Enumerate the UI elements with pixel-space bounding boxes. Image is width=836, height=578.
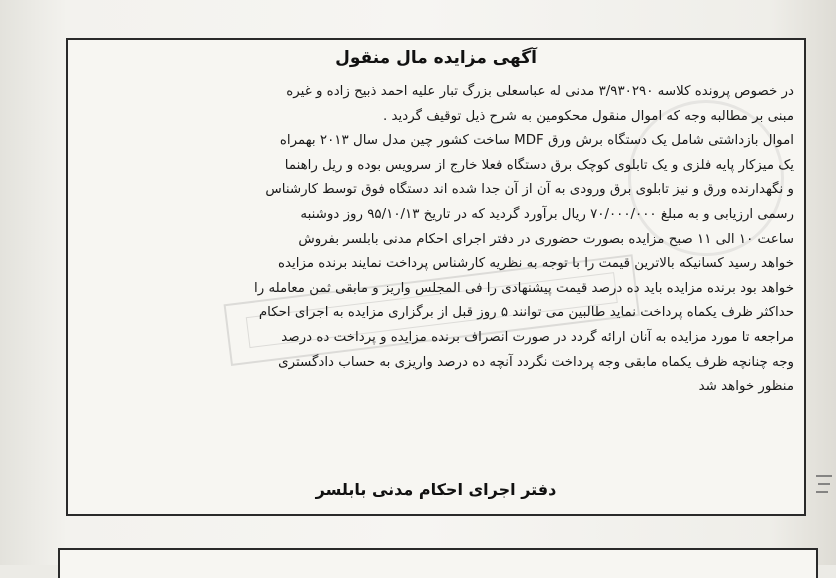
notice-signature: دفتر اجرای احکام مدنی بابلسر: [315, 480, 557, 499]
notice-line: حداکثر ظرف یکماه پرداخت نماید طالبین می توانند ۵ روز قبل از برگزاری مزایده به اجرای احکام: [258, 305, 794, 321]
notice-body: [76, 80, 794, 400]
notice-line: وجه چنانچه ظرف یکماه مابقی وجه پرداخت نگردد آنچه ده درصد واریزی به حساب دادگستری: [278, 354, 794, 370]
notice-line: مبنی بر مطالبه وجه که اموال منقول محکومین به شرح ذیل توقیف گردید .: [383, 108, 794, 124]
notice-line: یک میزکار پایه فلزی و یک تابلوی کوچک برق دستگاه فعلا خارج از سرویس بوده و ریل راهنما: [284, 157, 794, 173]
notice-line: خواهد بود برنده مزایده باید ده درصد قیمت پیشنهادی را فی المجلس واریز و مابقی ثمن معامله را: [254, 280, 794, 296]
notice-line: و نگهدارنده ورق و نیز تابلوی برق ورودی به آن از آن جدا شده اند دستگاه فوق توسط کارشناس: [265, 182, 794, 198]
auction-notice-box: [66, 38, 806, 516]
next-notice-box-edge: [58, 548, 818, 578]
notice-line: در خصوص پرونده کلاسه ۳/۹۳۰۲۹۰ مدنی له عباسعلی بزرگ تبار علیه احمد ذبیح زاده و غیره: [286, 84, 794, 99]
notice-line: رسمی ارزیابی و به مبلغ ۷۰/۰۰۰/۰۰۰ ریال برآورد گردید که در تاریخ ۹۵/۱۰/۱۳ روز دوشنبه: [300, 206, 794, 222]
notice-line: مراجعه تا مورد مزایده به آنان ارائه گردد در صورت انصراف برنده مزایده و پرداخت ده درصد: [281, 329, 794, 345]
page-edge-mark: [812, 470, 836, 510]
notice-line: منظور خواهد شد: [698, 379, 794, 395]
notice-title: آگهی مزایده مال منقول: [335, 48, 537, 68]
notice-line: ساعت ۱۰ الی ۱۱ صبح مزایده بصورت حضوری در دفتر اجرای احکام مدنی بابلسر بفروش: [298, 231, 794, 247]
notice-line: خواهد رسید کسانیکه بالاترین قیمت را با توجه به نظریه کارشناس پرداخت نمایند برنده مزایده: [277, 256, 794, 272]
notice-line: اموال بازداشتی شامل یک دستگاه برش ورق MDF ساخت کشور چین مدل سال ۲۰۱۳ بهمراه: [279, 133, 794, 149]
